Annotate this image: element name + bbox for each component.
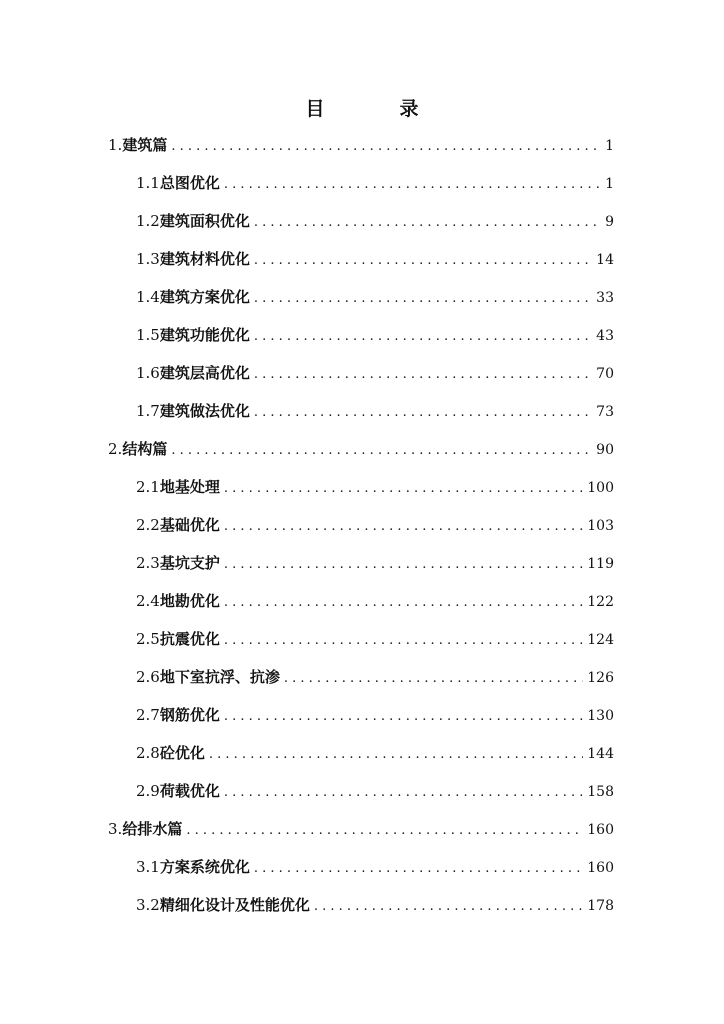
toc-page-number: 33 <box>596 290 614 306</box>
toc-dot-leader <box>254 242 592 280</box>
toc-page-number: 160 <box>587 860 614 876</box>
toc-entry-number: 2.6 <box>136 668 160 686</box>
toc-dot-leader <box>224 546 583 584</box>
toc-dot-leader <box>209 736 583 774</box>
toc-entry-label: 建筑篇 <box>122 136 168 154</box>
toc-section-entry[interactable] <box>108 696 614 734</box>
toc-entry-number: 1.6 <box>136 364 160 382</box>
toc-title: 目 录 <box>305 98 447 120</box>
toc-page-number: 14 <box>596 252 614 268</box>
toc-entry-number: 2.9 <box>136 782 160 800</box>
toc-section-entry[interactable] <box>108 278 614 316</box>
toc-page-number: 43 <box>596 328 614 344</box>
toc-chapter-entry[interactable] <box>108 126 614 164</box>
toc-entry-label: 建筑功能优化 <box>159 326 250 344</box>
toc-entry-label: 建筑做法优化 <box>159 402 250 420</box>
toc-entry-label: 总图优化 <box>159 174 220 192</box>
toc-entry-label: 方案系统优化 <box>159 858 250 876</box>
toc-section-entry[interactable] <box>108 848 614 886</box>
toc-entry-label: 建筑面积优化 <box>159 212 250 230</box>
toc-entry-number: 3.1 <box>136 858 160 876</box>
toc-entry-label: 抗震优化 <box>159 630 220 648</box>
toc-entry-number: 2.3 <box>136 554 160 572</box>
table-of-contents <box>108 126 614 924</box>
toc-section-entry[interactable] <box>108 506 614 544</box>
toc-page-number: 122 <box>587 594 614 610</box>
toc-dot-leader <box>254 356 592 394</box>
toc-entry-number: 1. <box>108 136 123 154</box>
toc-dot-leader <box>224 622 583 660</box>
toc-section-entry[interactable] <box>108 772 614 810</box>
toc-entry-number: 1.4 <box>136 288 160 306</box>
toc-entry-number: 2.4 <box>136 592 160 610</box>
toc-dot-leader <box>224 166 601 204</box>
toc-page-number: 9 <box>605 214 614 230</box>
toc-page-number: 124 <box>587 632 614 648</box>
toc-section-entry[interactable] <box>108 202 614 240</box>
toc-entry-number: 2.1 <box>136 478 160 496</box>
toc-entry-number: 3. <box>108 820 123 838</box>
toc-entry-number: 1.5 <box>136 326 160 344</box>
toc-section-entry[interactable] <box>108 582 614 620</box>
toc-entry-label: 地基处理 <box>159 478 220 496</box>
toc-entry-number: 3.2 <box>136 896 160 914</box>
toc-entry-label: 基坑支护 <box>159 554 220 572</box>
toc-page-number: 178 <box>587 898 614 914</box>
toc-section-entry[interactable] <box>108 544 614 582</box>
toc-page-number: 119 <box>587 556 614 572</box>
toc-entry-label: 建筑层高优化 <box>159 364 250 382</box>
toc-entry-number: 2.5 <box>136 630 160 648</box>
toc-entry-number: 1.2 <box>136 212 160 230</box>
toc-entry-number: 2.2 <box>136 516 160 534</box>
toc-chapter-entry[interactable] <box>108 430 614 468</box>
toc-dot-leader <box>224 470 583 508</box>
toc-page-number: 90 <box>596 442 614 458</box>
toc-section-entry[interactable] <box>108 468 614 506</box>
toc-page-number: 126 <box>587 670 614 686</box>
toc-entry-label: 精细化设计及性能优化 <box>159 896 310 914</box>
toc-dot-leader <box>224 774 583 812</box>
toc-entry-number: 2.8 <box>136 744 160 762</box>
toc-section-entry[interactable] <box>108 316 614 354</box>
toc-section-entry[interactable] <box>108 164 614 202</box>
toc-section-entry[interactable] <box>108 620 614 658</box>
toc-entry-label: 给排水篇 <box>122 820 183 838</box>
toc-dot-leader <box>224 584 583 622</box>
toc-entry-number: 1.7 <box>136 402 160 420</box>
toc-entry-label: 荷载优化 <box>159 782 220 800</box>
toc-section-entry[interactable] <box>108 886 614 924</box>
toc-dot-leader <box>254 280 592 318</box>
toc-dot-leader <box>254 850 583 888</box>
toc-entry-label: 建筑材料优化 <box>159 250 250 268</box>
toc-dot-leader <box>224 508 583 546</box>
toc-page-number: 130 <box>587 708 614 724</box>
toc-dot-leader <box>254 394 592 432</box>
toc-entry-label: 砼优化 <box>159 744 205 762</box>
toc-section-entry[interactable] <box>108 354 614 392</box>
toc-dot-leader <box>254 204 601 242</box>
toc-entry-number: 1.3 <box>136 250 160 268</box>
toc-entry-number: 1.1 <box>136 174 160 192</box>
toc-dot-leader <box>171 432 592 470</box>
toc-entry-label: 地勘优化 <box>159 592 220 610</box>
toc-dot-leader <box>186 812 583 850</box>
toc-entry-label: 基础优化 <box>159 516 220 534</box>
toc-page-number: 70 <box>596 366 614 382</box>
toc-section-entry[interactable] <box>108 392 614 430</box>
toc-dot-leader <box>171 128 601 166</box>
toc-chapter-entry[interactable] <box>108 810 614 848</box>
toc-dot-leader <box>314 888 583 926</box>
toc-entry-label: 地下室抗浮、抗渗 <box>159 668 280 686</box>
toc-page-number: 73 <box>596 404 614 420</box>
toc-dot-leader <box>224 698 583 736</box>
toc-entry-number: 2.7 <box>136 706 160 724</box>
toc-page-number: 158 <box>587 784 614 800</box>
toc-section-entry[interactable] <box>108 658 614 696</box>
toc-entry-label: 钢筋优化 <box>159 706 220 724</box>
toc-section-entry[interactable] <box>108 240 614 278</box>
toc-section-entry[interactable] <box>108 734 614 772</box>
toc-page-number: 1 <box>605 138 614 154</box>
toc-entry-number: 2. <box>108 440 123 458</box>
toc-entry-label: 建筑方案优化 <box>159 288 250 306</box>
toc-page-number: 160 <box>587 822 614 838</box>
toc-page-number: 100 <box>587 480 614 496</box>
toc-page-number: 103 <box>587 518 614 534</box>
toc-dot-leader <box>284 660 583 698</box>
toc-dot-leader <box>254 318 592 356</box>
toc-page-number: 144 <box>587 746 614 762</box>
toc-entry-label: 结构篇 <box>122 440 168 458</box>
toc-page-number: 1 <box>605 176 614 192</box>
